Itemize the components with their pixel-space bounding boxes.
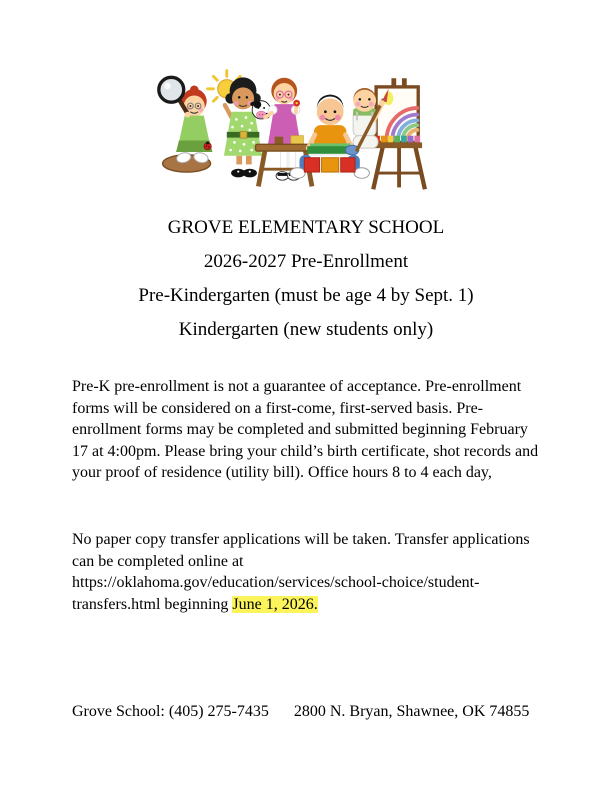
kindergarten-note: Kindergarten (new students only) [178,319,434,340]
easel [372,78,425,189]
highlighted-date: June 1, 2026. [232,595,318,613]
paragraph-line: can be completed online at [72,552,244,570]
paragraph-line: 17 at 4:00pm. Please bring your child’s birth certificate, shot records and [72,442,539,460]
school-address: 2800 N. Bryan, Shawnee, OK 74855 [293,703,530,720]
paragraph-line: Pre-K pre-enrollment is not a guarantee of acceptance. Pre-enrollment [72,378,522,395]
transfer-application-paragraph [72,529,564,615]
paint-pots [374,136,420,143]
school-phone: Grove School: (405) 275-7435 [72,703,269,720]
enrollment-policy-paragraph [72,376,564,484]
paragraph-line: forms will be considered on a first-come, first-served basis. Pre- [72,399,483,417]
title-block [0,211,612,347]
enrollment-year-subtitle: 2026-2027 Pre-Enrollment [203,251,409,272]
transfer-url-text: https://oklahoma.gov/education/services/school-choice/student- [72,574,480,591]
children-clipart [150,62,428,196]
school-name-title: GROVE ELEMENTARY SCHOOL [167,217,445,238]
paragraph-line-prefix: transfers.html beginning [72,595,233,613]
footer-contact [72,701,564,722]
paragraph-line: No paper copy transfer applications will be taken. Transfer applications [72,531,530,548]
paragraph-line [72,594,564,616]
paragraph-line: enrollment forms may be completed and submitted beginning February [72,421,528,438]
magnifier-girl [159,77,213,172]
paragraph-line: your proof of residence (utility bill). Office hours 8 to 4 each day, [72,464,492,481]
flower-icon [293,100,300,107]
prek-age-requirement: Pre-Kindergarten (must be age 4 by Sept. 1) [138,285,474,306]
toy-blocks [304,158,355,172]
